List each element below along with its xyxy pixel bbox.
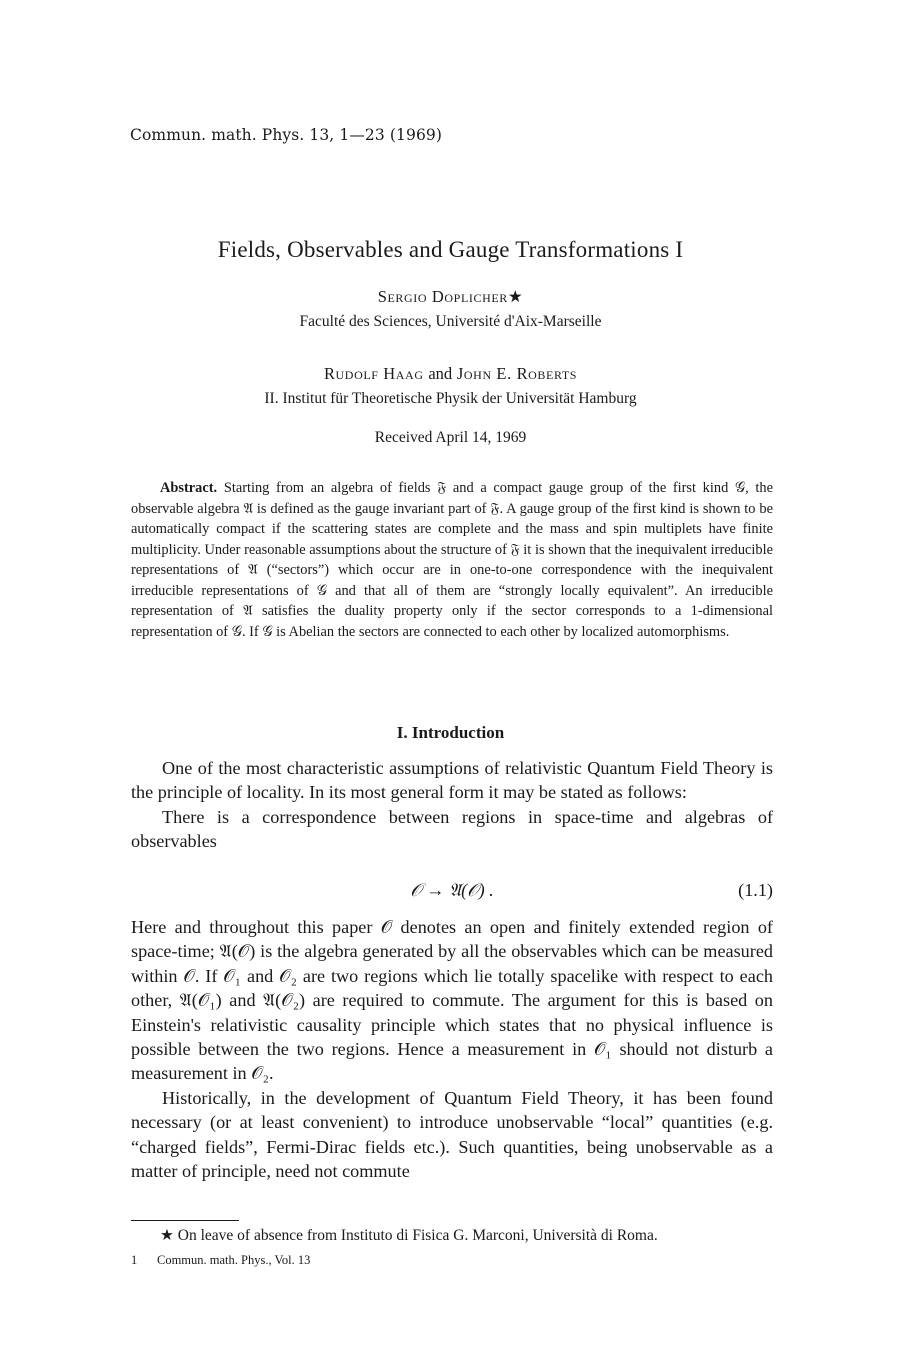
footer-journal: Commun. math. Phys., Vol. 13 [157, 1253, 311, 1267]
affiliation-2: II. Institut für Theoretische Physik der Universität Hamburg [264, 390, 637, 407]
author-name: Rudolf Haag [323, 364, 424, 383]
paragraph: Here and throughout this paper 𝒪 denotes an open and finitely extended region of space-time; 𝔄(𝒪) is the algebra generated by all the observables which can be measured within 𝒪. If 𝒪₁ and 𝒪₂ are two regions which lie totally spacelike with respect to each other, 𝔄(𝒪₁) and 𝔄(𝒪₂) are required to commute. The argument for this is based on Einstein's relativistic causality principle which states that no physical influence is possible between the two regions. Hence a measurement in 𝒪₁ should not disturb a measurement in 𝒪₂. [131, 917, 773, 1084]
paper-title: Fields, Observables and Gauge Transformations I [217, 237, 684, 262]
body-block-1 [131, 756, 773, 854]
paragraph: One of the most characteristic assumptions of relativistic Quantum Field Theory is the principle of locality. In its most general form it may be stated as follows: [131, 758, 773, 803]
affiliation-1: Faculté des Sciences, Université d'Aix-Marseille [299, 313, 602, 330]
abstract-text: Starting from an algebra of fields 𝔉 and a compact gauge group of the first kind 𝒢, the observable algebra 𝔄 is defined as the gauge invariant part of 𝔉. A gauge group of the first kind is shown to be automatically compact if the scattering states are complete and the mass and spin multiplets have finite multiplicity. Under reasonable assumptions about the structure of 𝔉 it is shown that the inequivalent irreducible representations of 𝔄 (“sectors”) which occur are in one-to-one correspondence with the inequivalent irreducible representations of 𝒢 and that all of them are “strongly locally equivalent”. An irreducible representation of 𝔄 satisfies the duality property only if the sector corresponds to a 1-dimensional representation of 𝒢. If 𝒢 is Abelian the sectors are connected to each other by localized automorphisms. [131, 480, 773, 640]
author-line-1 [0, 287, 901, 307]
abstract-label: Abstract. [160, 480, 218, 496]
body-block-2 [131, 915, 773, 1183]
journal-reference: Commun. math. Phys. 13, 1—23 (1969) [130, 126, 443, 144]
equation-1-1 [131, 880, 773, 904]
page-footer [131, 1253, 310, 1268]
section-heading: I. Introduction [396, 723, 505, 742]
paragraph: Historically, in the development of Quantum Field Theory, it has been found necessary (or at least convenient) to introduce unobservable “local” quantities (e.g. “charged fields”, Fermi-Dirac fields etc.). Such quantities, being unobservable as a matter of principle, need not commute [131, 1087, 773, 1182]
received-date: Received April 14, 1969 [374, 429, 527, 446]
author-line-2 [0, 364, 901, 384]
footnote-rule [131, 1220, 239, 1221]
equation-number: (1.1) [738, 880, 773, 900]
paragraph: There is a correspondence between regions in space-time and algebras of observables [131, 806, 773, 852]
equation: 𝒪 → 𝔄(𝒪) . [410, 880, 494, 900]
abstract [131, 478, 773, 642]
author-conjunction: and [428, 364, 453, 383]
footnote: ★ On leave of absence from Instituto di Fisica G. Marconi, Università di Roma. [160, 1227, 658, 1244]
author-name: Sergio Doplicher★ [377, 287, 524, 306]
author-name: John E. Roberts [456, 364, 578, 383]
page-number: 1 [131, 1253, 138, 1267]
